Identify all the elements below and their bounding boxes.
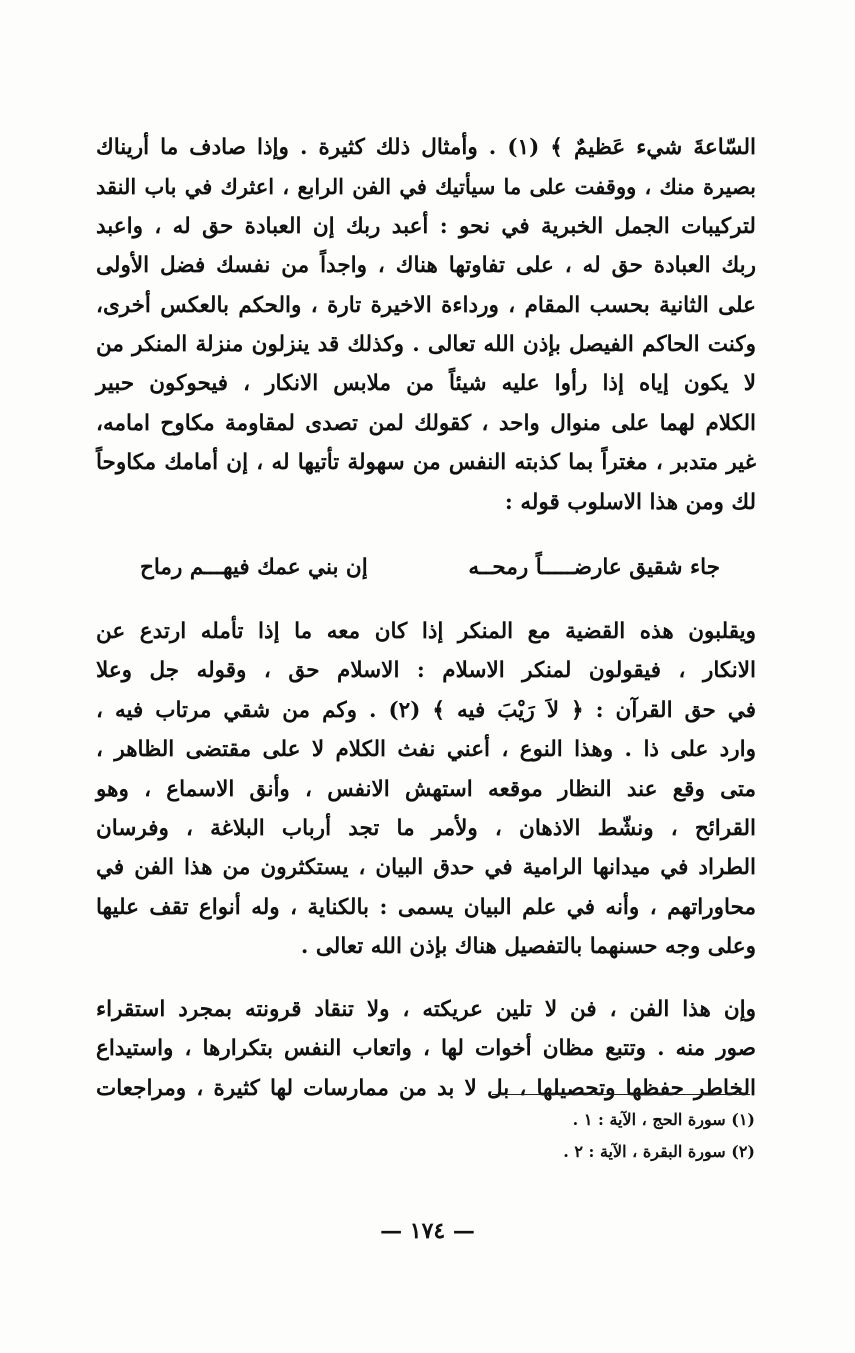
text-line: بصيرة منك ، ووقفت على ما سيأتيك في الفن الرابع ، اعثرك في باب النقد <box>96 174 756 200</box>
footnotes <box>563 1104 755 1168</box>
text-line: الانكار ، فيقولون لمنكر الاسلام : الاسلام حق ، وقوله جل وعلا <box>96 658 756 684</box>
paragraph-2 <box>96 612 756 967</box>
text-line: وعلى وجه حسنهما بالتفصيل هناك بإذن الله تعالى . <box>300 934 756 960</box>
text-line: محاوراتهم ، وأنه في علم البيان يسمى : بالكناية ، وله أنواع تقف عليها <box>96 894 756 920</box>
text-line: وارد على ذا . وهذا النوع ، أعني نفث الكلام لا على مقتضى الظاهر ، <box>96 737 756 763</box>
verse-first-hemistich: جاء شقيق عارضـــــاً رمحــه <box>468 555 720 580</box>
text-line: القرائح ، ونشّط الاذهان ، ولأمر ما تجد أرباب البلاغة ، وفرسان <box>96 816 756 842</box>
text-line: صور منه . وتتبع مظان أخوات لها ، واتعاب النفس بتكرارها ، واستيداع <box>96 1036 756 1062</box>
text-line: ربك العبادة حق له ، على تفاوتها هناك ، واجداً من نفسك فضل الأولى <box>96 253 756 279</box>
paragraph-1 <box>96 128 756 522</box>
text-line: الخاطر حفظها وتحصيلها ، بل لا بد من ممارسات لها كثيرة ، ومراجعات <box>96 1075 756 1101</box>
footnote-1: (١) سورة الحج ، الآية : ١ . <box>572 1110 755 1129</box>
text-line: لا يكون إياه إذا رأوا عليه شيئاً من ملابس الانكار ، فيحوكون حبير <box>96 371 756 397</box>
text-line: الكلام لهما على منوال واحد ، كقولك لمن تصدى لمقاومة مكاوح امامه، <box>96 410 756 436</box>
footnote-2: (٢) سورة البقرة ، الآية : ٢ . <box>563 1142 755 1161</box>
verse-second-hemistich: إن بني عمك فيهـــم رماح <box>140 555 368 580</box>
page-number: — ١٧٤ — <box>380 1218 475 1244</box>
text-line: ويقلبون هذه القضية مع المنكر إذا كان معه ما إذا تأمله ارتدع عن <box>96 619 756 644</box>
text-line: لتركيبات الجمل الخبرية في نحو : أعبد ربك إن العبادة حق له ، واعبد <box>96 213 756 239</box>
text-line: وإن هذا الفن ، فن لا تلين عريكته ، ولا تنقاد قرونته بمجرد استقراء <box>96 997 756 1022</box>
text-line: وكنت الحاكم الفيصل بإذن الله تعالى . وكذلك قد ينزلون منزلة المنكر من <box>96 332 756 358</box>
footnote-divider <box>492 1094 750 1095</box>
text-line: السّاعةَ شيء عَظيمٌ ﴾ (١) . وأمثال ذلك كثيرة . وإذا صادف ما أريناك <box>96 135 756 160</box>
text-line: لك ومن هذا الاسلوب قوله : <box>504 489 756 515</box>
text-line: على الثانية بحسب المقام ، ورداءة الاخيرة تارة ، والحكم بالعكس أخرى، <box>96 292 756 318</box>
text-line: متى وقع عند النظار موقعه استهش الانفس ، وأنق الاسماع ، وهو <box>96 776 756 802</box>
text-line: الطراد في ميدانها الرامية في حدق البيان ، يستكثرون من هذا الفن في <box>96 855 756 881</box>
text-line: في حق القرآن : ﴿ لاَ رَيْبَ فيه ﴾ (٢) . وكم من شقي مرتاب فيه ، <box>96 697 756 723</box>
text-line: غير متدبر ، مغتراً بما كذبته النفس من سهولة تأتيها له ، إن أمامك مكاوحاً <box>96 450 756 476</box>
paragraph-3 <box>96 990 756 1108</box>
